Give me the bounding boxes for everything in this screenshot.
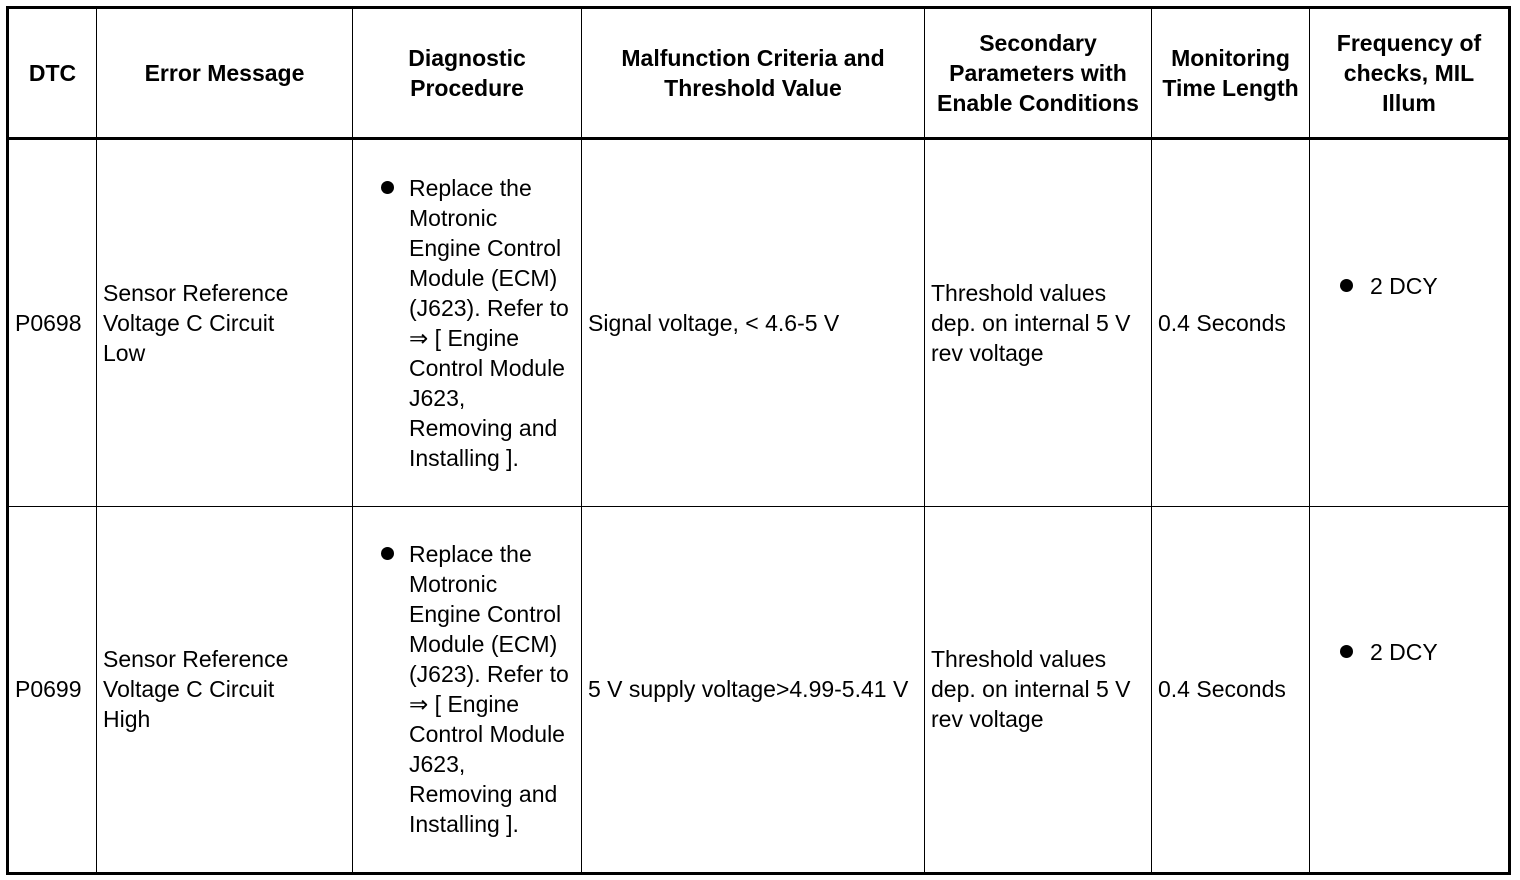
frequency-item (1316, 637, 1502, 667)
error-message: Sensor Reference Voltage C Circuit High (97, 506, 353, 874)
secondary-parameters: Threshold values dep. on internal 5 V rev voltage (925, 506, 1152, 874)
diagnostic-procedure (353, 506, 582, 874)
header-row (8, 8, 1510, 139)
dtc-code: P0698 (8, 139, 97, 507)
bullet-icon (1340, 645, 1353, 658)
dtc-table (6, 6, 1511, 875)
dtc-code: P0699 (8, 506, 97, 874)
bullet-icon (1340, 279, 1353, 292)
header-dtc: DTC (8, 8, 97, 139)
malfunction-criteria: Signal voltage, < 4.6-5 V (582, 139, 925, 507)
table-row (8, 506, 1510, 874)
frequency (1310, 506, 1510, 874)
procedure-item (359, 539, 575, 839)
header-diagnostic-procedure: Diagnostic Procedure (353, 8, 582, 139)
procedure-text: Replace the Motronic Engine Control Module (ECM) (J623). Refer to ⇒ [ Engine Control Module J623, Removing and Installing ]. (409, 174, 569, 471)
procedure-text: Replace the Motronic Engine Control Module (ECM) (J623). Refer to ⇒ [ Engine Control Module J623, Removing and Installing ]. (409, 541, 569, 838)
header-malfunction-criteria: Malfunction Criteria and Threshold Value (582, 8, 925, 139)
frequency-text: 2 DCY (1370, 272, 1438, 299)
header-secondary-parameters: Secondary Parameters with Enable Conditions (925, 8, 1152, 139)
monitoring-time: 0.4 Seconds (1152, 139, 1310, 507)
procedure-item (359, 173, 575, 473)
frequency-text: 2 DCY (1370, 639, 1438, 666)
frequency-item (1316, 271, 1502, 301)
error-message: Sensor Reference Voltage C Circuit Low (97, 139, 353, 507)
diagnostic-procedure (353, 139, 582, 507)
bullet-icon (381, 181, 394, 194)
malfunction-criteria: 5 V supply voltage>4.99-5.41 V (582, 506, 925, 874)
frequency (1310, 139, 1510, 507)
header-error-message: Error Message (97, 8, 353, 139)
monitoring-time: 0.4 Seconds (1152, 506, 1310, 874)
table-row (8, 139, 1510, 507)
bullet-icon (381, 547, 394, 560)
header-frequency: Frequency of checks, MIL Illum (1310, 8, 1510, 139)
secondary-parameters: Threshold values dep. on internal 5 V rev voltage (925, 139, 1152, 507)
header-monitoring-time: Monitoring Time Length (1152, 8, 1310, 139)
